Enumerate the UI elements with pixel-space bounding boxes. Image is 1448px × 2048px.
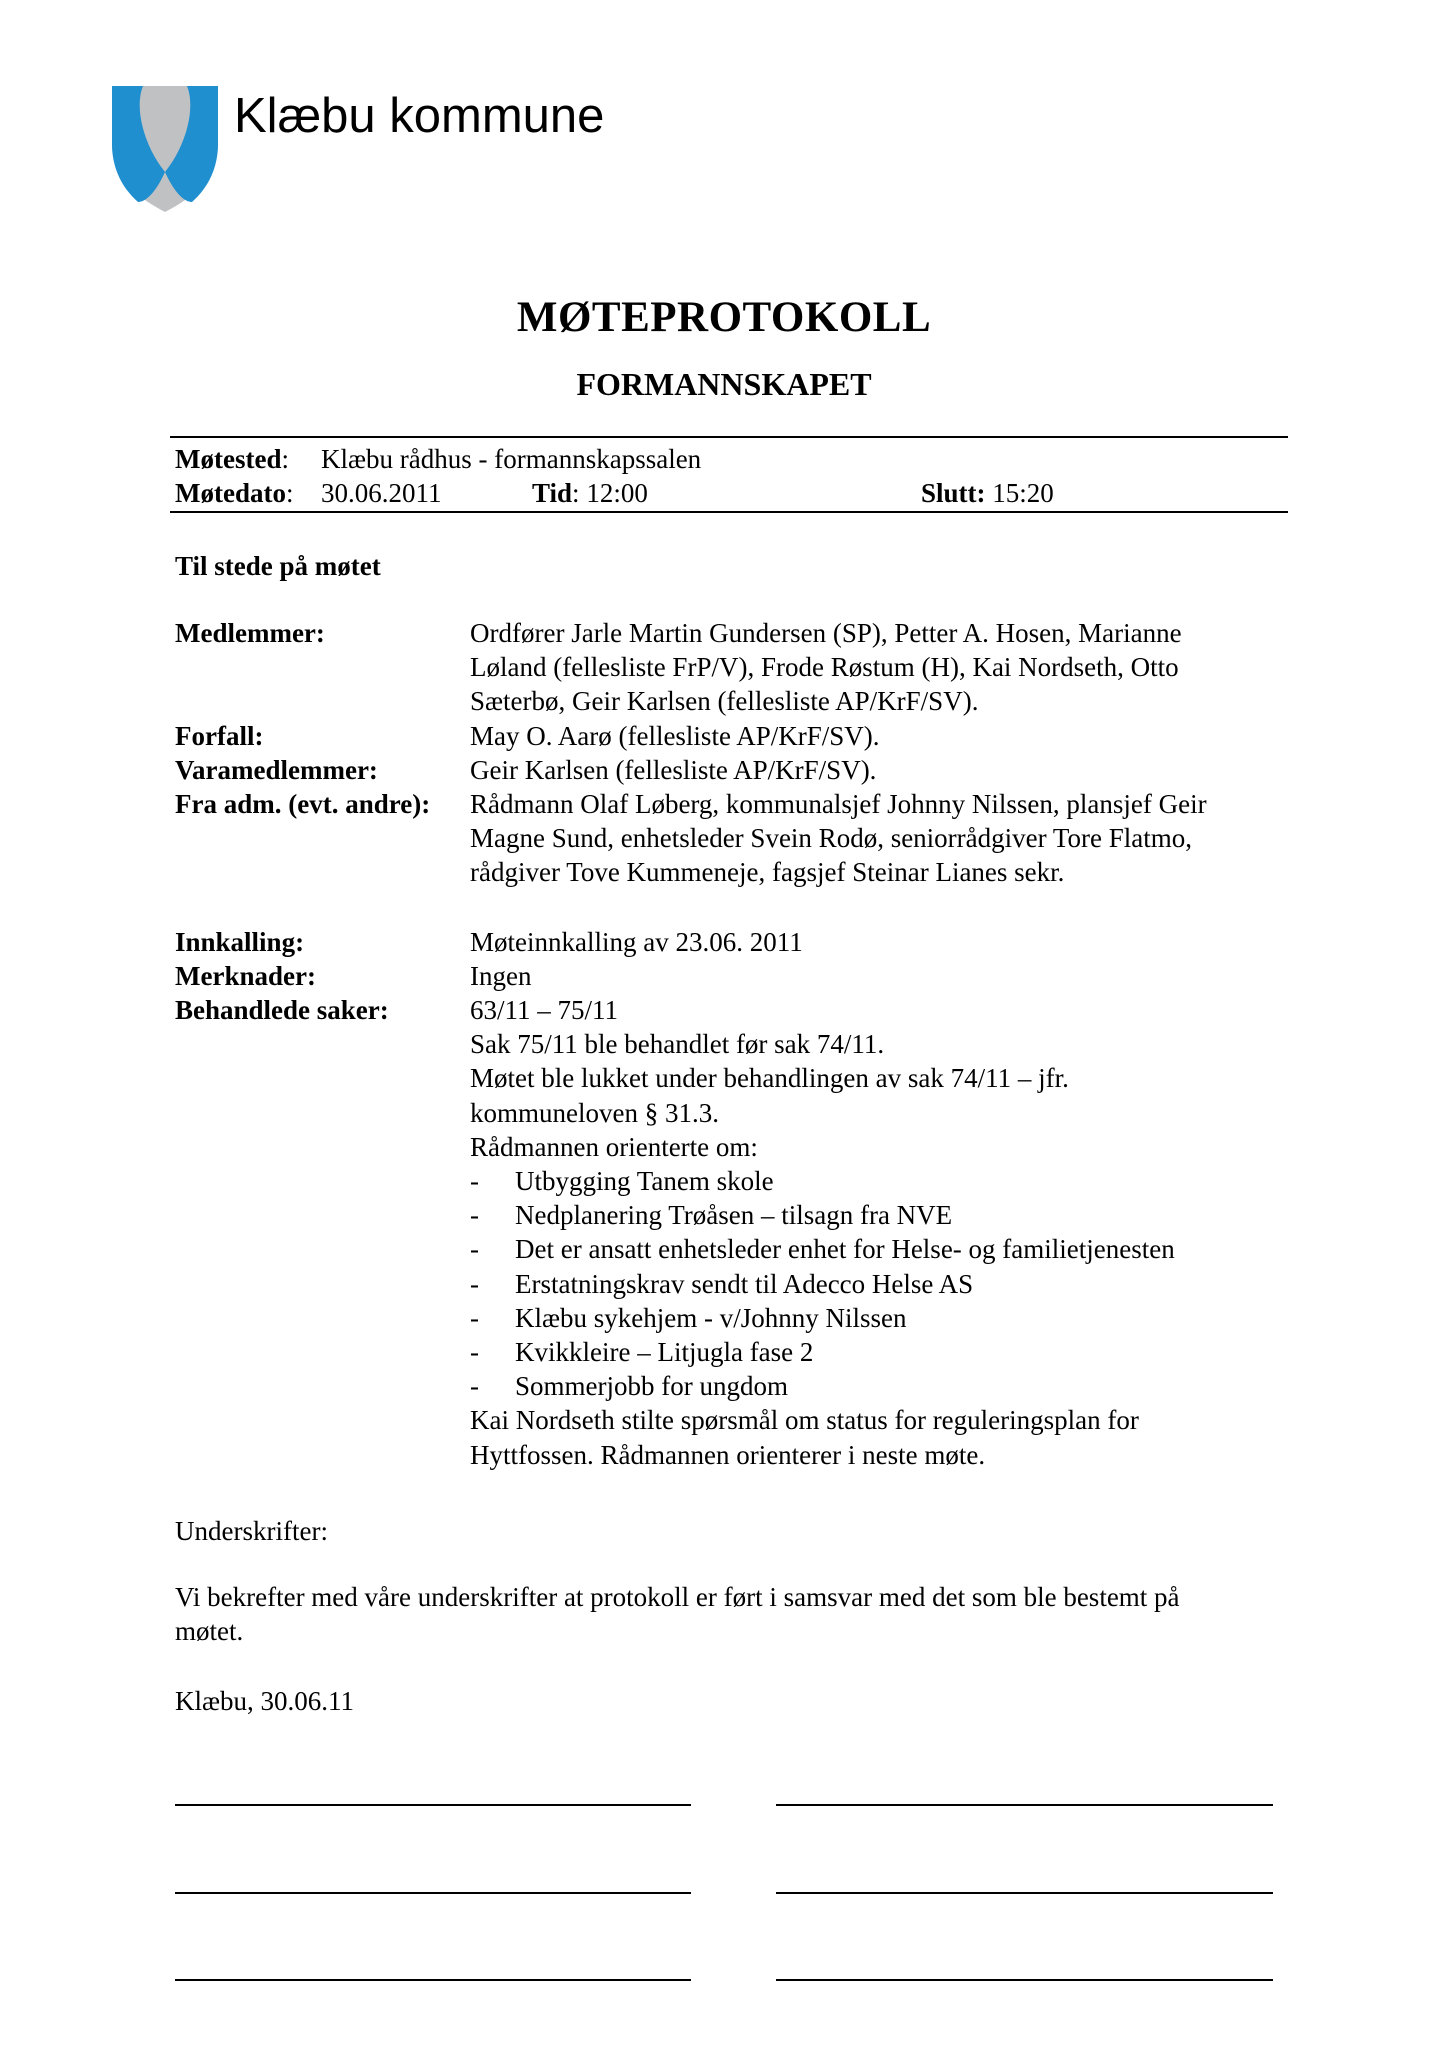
deputies-value: Geir Karlsen (fellesliste AP/KrF/SV). (470, 755, 877, 785)
bullet-marker: - (470, 1234, 479, 1265)
bullet-text: Klæbu sykehjem - v/Johnny Nilssen (515, 1302, 907, 1333)
confirmation-line: møtet. (175, 1616, 244, 1646)
remarks-value: Ingen (470, 961, 532, 991)
coat-of-arms-logo (112, 86, 218, 212)
bullet-text: Sommerjobb for ungdom (515, 1371, 788, 1402)
signature-line (175, 1892, 691, 1894)
cases-line: Møtet ble lukket under behandlingen av sak 74/11 – jfr. (470, 1063, 1069, 1094)
signature-line (776, 1892, 1273, 1894)
bullet-item (470, 1267, 1295, 1301)
meeting-time-value: 12:00 (586, 478, 648, 508)
bullet-marker: - (470, 1166, 479, 1197)
header-rule-bottom (170, 511, 1288, 513)
absent-value: May O. Aarø (fellesliste AP/KrF/SV). (470, 721, 880, 751)
meeting-end-value: 15:20 (992, 478, 1054, 508)
closing-line: Hyttfossen. Rådmannen orienterer i neste møte. (470, 1439, 986, 1470)
signature-line (175, 1979, 691, 1981)
document-title: MØTEPROTOKOLL (516, 294, 932, 341)
bullet-marker: - (470, 1200, 479, 1231)
signature-line (776, 1979, 1273, 1981)
bullet-text: Kvikkleire – Litjugla fase 2 (515, 1337, 814, 1368)
meeting-place-label: Møtested (175, 444, 282, 474)
members-label: Medlemmer: (175, 618, 325, 648)
bullet-marker: - (470, 1337, 479, 1368)
cases-line: Rådmannen orienterte om: (470, 1131, 758, 1162)
cases-line: 63/11 – 75/11 (470, 995, 618, 1025)
admin-line: Rådmann Olaf Løberg, kommunalsjef Johnny Nilssen, plansjef Geir (470, 789, 1207, 819)
members-value (470, 616, 1295, 719)
admin-value (470, 787, 1295, 890)
invitation-value: Møteinnkalling av 23.06. 2011 (470, 927, 803, 957)
confirmation-text (175, 1580, 1180, 1648)
bullet-text: Det er ansatt enhetsleder enhet for Helse- og familietjenesten (515, 1234, 1175, 1265)
remarks-label: Merknader: (175, 961, 316, 991)
meeting-end-label: Slutt: (921, 478, 986, 508)
meeting-place-row (175, 442, 289, 476)
bullet-text: Nedplanering Trøåsen – tilsagn fra NVE (515, 1200, 953, 1231)
meeting-place-value: Klæbu rådhus - formannskapssalen (321, 444, 702, 474)
organization-name: Klæbu kommune (234, 89, 605, 143)
bullet-item (470, 1369, 1295, 1403)
admin-label: Fra adm. (evt. andre): (175, 789, 431, 819)
bullet-text: Utbygging Tanem skole (515, 1166, 774, 1197)
attendance-heading: Til stede på møtet (175, 551, 381, 581)
signature-line (175, 1804, 691, 1806)
bullet-marker: - (470, 1302, 479, 1333)
members-line: Sæterbø, Geir Karlsen (fellesliste AP/KrF/SV). (470, 686, 979, 717)
colon: : (285, 478, 294, 508)
admin-line: Magne Sund, enhetsleder Svein Rodø, seniorrådgiver Tore Flatmo, (470, 823, 1192, 854)
meeting-end-row (921, 476, 1054, 510)
meeting-time-label: Tid (532, 478, 573, 508)
cases-line: kommuneloven § 31.3. (470, 1097, 719, 1128)
meeting-date-row (175, 476, 293, 510)
absent-label: Forfall: (175, 721, 264, 751)
bullet-text: Erstatningskrav sendt til Adecco Helse AS (515, 1268, 974, 1299)
document-subtitle: FORMANNSKAPET (576, 366, 872, 402)
bullet-item (470, 1198, 1295, 1232)
invitation-label: Innkalling: (175, 927, 305, 957)
admin-line: rådgiver Tove Kummeneje, fagsjef Steinar Lianes sekr. (470, 857, 1065, 888)
bullet-item (470, 1301, 1295, 1335)
signature-line (776, 1804, 1273, 1806)
cases-value (470, 993, 1295, 1472)
bullet-marker: - (470, 1268, 479, 1299)
closing-line: Kai Nordseth stilte spørsmål om status for reguleringsplan for (470, 1405, 1139, 1436)
colon: : (281, 444, 289, 474)
meeting-time-row (532, 476, 648, 510)
bullet-marker: - (470, 1371, 479, 1402)
header-rule-top (170, 436, 1288, 438)
cases-line: Sak 75/11 ble behandlet før sak 74/11. (470, 1029, 885, 1060)
colon: : (572, 478, 580, 508)
bullet-item (470, 1232, 1295, 1266)
deputies-label: Varamedlemmer: (175, 755, 378, 785)
place-date: Klæbu, 30.06.11 (175, 1686, 355, 1716)
meeting-date-label: Møtedato (175, 478, 286, 508)
bullet-item (470, 1164, 1295, 1198)
bullet-item (470, 1335, 1295, 1369)
meeting-date-value: 30.06.2011 (321, 478, 442, 508)
cases-label: Behandlede saker: (175, 995, 389, 1025)
confirmation-line: Vi bekrefter med våre underskrifter at protokoll er ført i samsvar med det som ble bestemt på (175, 1582, 1180, 1612)
signatures-heading: Underskrifter: (175, 1516, 328, 1546)
members-line: Ordfører Jarle Martin Gundersen (SP), Petter A. Hosen, Marianne (470, 618, 1182, 648)
members-line: Løland (fellesliste FrP/V), Frode Røstum (H), Kai Nordseth, Otto (470, 652, 1179, 683)
